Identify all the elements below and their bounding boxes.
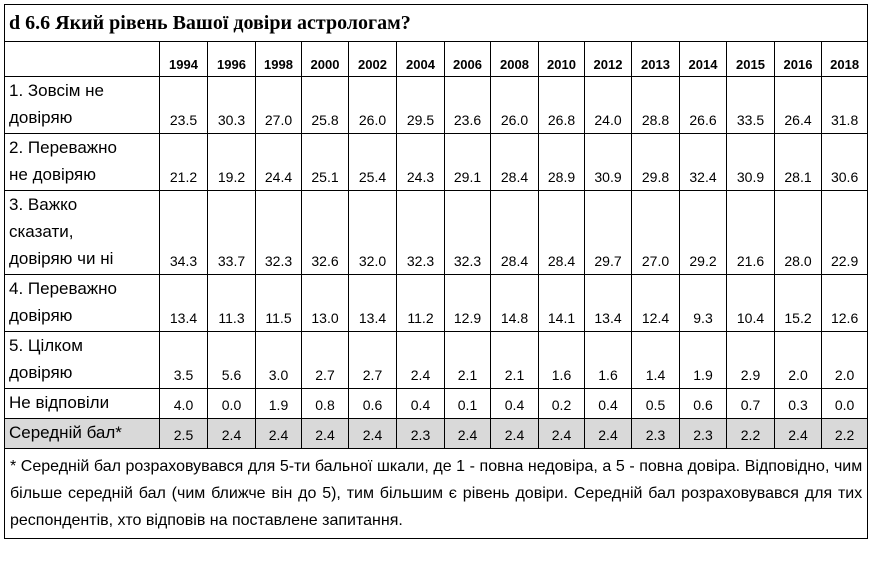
value-cell: 33.7 bbox=[208, 191, 256, 275]
row-label bbox=[5, 419, 160, 449]
value-cell: 27.0 bbox=[256, 77, 302, 134]
value-cell: 2.5 bbox=[160, 419, 208, 449]
row-label-line: довіряю чи ні bbox=[9, 249, 114, 268]
year-header-2013: 2013 bbox=[632, 42, 680, 77]
header-empty-cell bbox=[5, 42, 160, 77]
value-cell: 0.4 bbox=[397, 389, 445, 419]
value-cell: 2.4 bbox=[775, 419, 822, 449]
footnote-row bbox=[5, 449, 868, 539]
year-header-2015: 2015 bbox=[727, 42, 775, 77]
year-header-1994: 1994 bbox=[160, 42, 208, 77]
value-cell: 2.4 bbox=[397, 332, 445, 389]
year-header-row bbox=[5, 42, 868, 77]
table-title: d 6.6 Який рівень Вашої довіри астрологам? bbox=[5, 5, 868, 42]
row-label bbox=[5, 389, 160, 419]
value-cell: 29.8 bbox=[632, 134, 680, 191]
value-cell: 32.4 bbox=[680, 134, 727, 191]
row-label-line: 5. Цілком bbox=[9, 336, 83, 355]
value-cell: 32.3 bbox=[397, 191, 445, 275]
value-cell: 0.7 bbox=[727, 389, 775, 419]
value-cell: 1.9 bbox=[256, 389, 302, 419]
row-label bbox=[5, 332, 160, 389]
value-cell: 0.6 bbox=[680, 389, 727, 419]
row-label-line: 2. Переважно bbox=[9, 138, 117, 157]
value-cell: 23.6 bbox=[445, 77, 491, 134]
value-cell: 10.4 bbox=[727, 275, 775, 332]
year-header-2016: 2016 bbox=[775, 42, 822, 77]
value-cell: 27.0 bbox=[632, 191, 680, 275]
value-cell: 2.4 bbox=[256, 419, 302, 449]
value-cell: 32.3 bbox=[445, 191, 491, 275]
value-cell: 2.4 bbox=[445, 419, 491, 449]
value-cell: 2.4 bbox=[349, 419, 397, 449]
value-cell: 29.5 bbox=[397, 77, 445, 134]
value-cell: 0.5 bbox=[632, 389, 680, 419]
row-label bbox=[5, 77, 160, 134]
value-cell: 2.0 bbox=[822, 332, 868, 389]
value-cell: 26.6 bbox=[680, 77, 727, 134]
value-cell: 15.2 bbox=[775, 275, 822, 332]
year-header-2008: 2008 bbox=[491, 42, 539, 77]
value-cell: 28.8 bbox=[632, 77, 680, 134]
value-cell: 13.4 bbox=[585, 275, 632, 332]
value-cell: 3.0 bbox=[256, 332, 302, 389]
value-cell: 23.5 bbox=[160, 77, 208, 134]
value-cell: 28.9 bbox=[539, 134, 585, 191]
value-cell: 22.9 bbox=[822, 191, 868, 275]
value-cell: 2.4 bbox=[491, 419, 539, 449]
value-cell: 1.4 bbox=[632, 332, 680, 389]
value-cell: 29.1 bbox=[445, 134, 491, 191]
value-cell: 28.1 bbox=[775, 134, 822, 191]
value-cell: 33.5 bbox=[727, 77, 775, 134]
row-label-line: 3. Важко bbox=[9, 195, 78, 214]
row-label-line: 4. Переважно bbox=[9, 279, 117, 298]
value-cell: 12.4 bbox=[632, 275, 680, 332]
value-cell: 12.9 bbox=[445, 275, 491, 332]
table-row bbox=[5, 191, 868, 275]
year-header-1998: 1998 bbox=[256, 42, 302, 77]
value-cell: 2.4 bbox=[208, 419, 256, 449]
value-cell: 31.8 bbox=[822, 77, 868, 134]
year-header-2000: 2000 bbox=[302, 42, 349, 77]
year-header-2012: 2012 bbox=[585, 42, 632, 77]
value-cell: 2.9 bbox=[727, 332, 775, 389]
value-cell: 13.0 bbox=[302, 275, 349, 332]
survey-table bbox=[4, 4, 868, 539]
value-cell: 28.4 bbox=[491, 134, 539, 191]
value-cell: 9.3 bbox=[680, 275, 727, 332]
row-label bbox=[5, 275, 160, 332]
value-cell: 32.3 bbox=[256, 191, 302, 275]
value-cell: 11.2 bbox=[397, 275, 445, 332]
value-cell: 24.3 bbox=[397, 134, 445, 191]
value-cell: 13.4 bbox=[349, 275, 397, 332]
year-header-1996: 1996 bbox=[208, 42, 256, 77]
table-row bbox=[5, 389, 868, 419]
value-cell: 0.2 bbox=[539, 389, 585, 419]
value-cell: 30.9 bbox=[585, 134, 632, 191]
value-cell: 2.1 bbox=[445, 332, 491, 389]
table-row bbox=[5, 77, 868, 134]
value-cell: 2.7 bbox=[349, 332, 397, 389]
value-cell: 32.0 bbox=[349, 191, 397, 275]
row-label-line: не довіряю bbox=[9, 165, 96, 184]
value-cell: 28.0 bbox=[775, 191, 822, 275]
value-cell: 2.3 bbox=[680, 419, 727, 449]
row-label-line: довіряю bbox=[9, 108, 73, 127]
value-cell: 30.3 bbox=[208, 77, 256, 134]
row-label-line: довіряю bbox=[9, 306, 73, 325]
row-label-line: сказати, bbox=[9, 222, 74, 241]
table-row bbox=[5, 419, 868, 449]
value-cell: 28.4 bbox=[539, 191, 585, 275]
year-header-2014: 2014 bbox=[680, 42, 727, 77]
value-cell: 2.4 bbox=[585, 419, 632, 449]
value-cell: 3.5 bbox=[160, 332, 208, 389]
value-cell: 5.6 bbox=[208, 332, 256, 389]
value-cell: 2.1 bbox=[491, 332, 539, 389]
value-cell: 25.4 bbox=[349, 134, 397, 191]
value-cell: 25.1 bbox=[302, 134, 349, 191]
value-cell: 13.4 bbox=[160, 275, 208, 332]
value-cell: 0.0 bbox=[208, 389, 256, 419]
value-cell: 25.8 bbox=[302, 77, 349, 134]
value-cell: 0.3 bbox=[775, 389, 822, 419]
value-cell: 34.3 bbox=[160, 191, 208, 275]
value-cell: 30.9 bbox=[727, 134, 775, 191]
value-cell: 29.7 bbox=[585, 191, 632, 275]
row-label-line: Не відповіли bbox=[9, 393, 110, 412]
table-row bbox=[5, 134, 868, 191]
value-cell: 24.0 bbox=[585, 77, 632, 134]
value-cell: 0.6 bbox=[349, 389, 397, 419]
value-cell: 2.4 bbox=[302, 419, 349, 449]
year-header-2018: 2018 bbox=[822, 42, 868, 77]
value-cell: 14.1 bbox=[539, 275, 585, 332]
value-cell: 11.3 bbox=[208, 275, 256, 332]
value-cell: 11.5 bbox=[256, 275, 302, 332]
value-cell: 2.2 bbox=[822, 419, 868, 449]
value-cell: 26.8 bbox=[539, 77, 585, 134]
value-cell: 26.0 bbox=[491, 77, 539, 134]
value-cell: 28.4 bbox=[491, 191, 539, 275]
value-cell: 0.0 bbox=[822, 389, 868, 419]
value-cell: 24.4 bbox=[256, 134, 302, 191]
value-cell: 21.6 bbox=[727, 191, 775, 275]
table-row bbox=[5, 332, 868, 389]
row-label bbox=[5, 134, 160, 191]
table-row bbox=[5, 275, 868, 332]
value-cell: 2.4 bbox=[539, 419, 585, 449]
value-cell: 2.7 bbox=[302, 332, 349, 389]
value-cell: 26.4 bbox=[775, 77, 822, 134]
value-cell: 12.6 bbox=[822, 275, 868, 332]
row-label bbox=[5, 191, 160, 275]
value-cell: 0.1 bbox=[445, 389, 491, 419]
year-header-2004: 2004 bbox=[397, 42, 445, 77]
value-cell: 1.9 bbox=[680, 332, 727, 389]
year-header-2006: 2006 bbox=[445, 42, 491, 77]
value-cell: 21.2 bbox=[160, 134, 208, 191]
value-cell: 29.2 bbox=[680, 191, 727, 275]
footnote: * Середній бал розраховувався для 5-ти бальної шкали, де 1 - повна недовіра, а 5 - повна довіра. Відповідно, чим більше середній бал (чим ближче він до 5), тим більшим є рівень довіри. Середній бал розраховувався для тих респондентів, хто відповів на поставлене запитання. bbox=[5, 449, 868, 539]
value-cell: 0.4 bbox=[585, 389, 632, 419]
value-cell: 2.0 bbox=[775, 332, 822, 389]
value-cell: 14.8 bbox=[491, 275, 539, 332]
value-cell: 1.6 bbox=[585, 332, 632, 389]
row-label-line: Середній бал* bbox=[9, 423, 122, 442]
row-label-line: 1. Зовсім не bbox=[9, 81, 104, 100]
value-cell: 0.4 bbox=[491, 389, 539, 419]
row-label-line: довіряю bbox=[9, 363, 73, 382]
value-cell: 1.6 bbox=[539, 332, 585, 389]
value-cell: 2.3 bbox=[632, 419, 680, 449]
value-cell: 26.0 bbox=[349, 77, 397, 134]
value-cell: 2.3 bbox=[397, 419, 445, 449]
year-header-2002: 2002 bbox=[349, 42, 397, 77]
value-cell: 0.8 bbox=[302, 389, 349, 419]
value-cell: 2.2 bbox=[727, 419, 775, 449]
value-cell: 19.2 bbox=[208, 134, 256, 191]
value-cell: 4.0 bbox=[160, 389, 208, 419]
value-cell: 32.6 bbox=[302, 191, 349, 275]
year-header-2010: 2010 bbox=[539, 42, 585, 77]
value-cell: 30.6 bbox=[822, 134, 868, 191]
